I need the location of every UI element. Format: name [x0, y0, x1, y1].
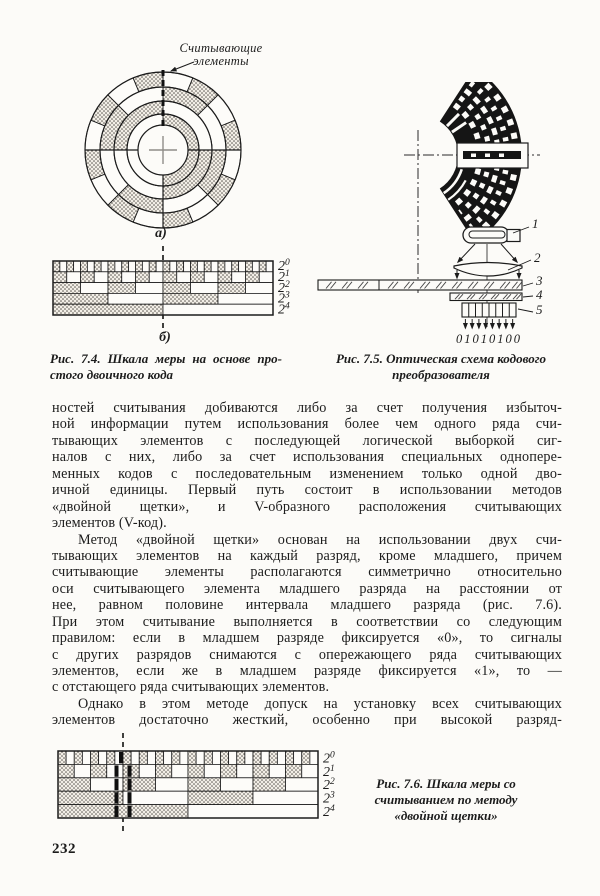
scale-cell [218, 272, 232, 283]
scale-cell [172, 764, 188, 777]
scale-cell [58, 805, 188, 818]
scale-cell [163, 293, 218, 304]
scale-cell [53, 283, 81, 294]
scale-cell [218, 283, 246, 294]
scale-cell [156, 751, 164, 764]
row-label: $2^4$ [323, 803, 335, 820]
fig75-caption-line1: Рис. 7.5. Оптическая схема кодового [335, 351, 547, 366]
scale-cell [302, 751, 310, 764]
scale-cell [131, 751, 139, 764]
scale-cell [139, 751, 147, 764]
fig75-optical-scheme-diagram [300, 82, 590, 350]
fig74-top-label-line1: Считывающие [179, 41, 263, 55]
scale-cell [286, 778, 319, 791]
scale-cell [94, 261, 101, 272]
text-line: ной информации путем использования более чем одного ряда счи- [52, 416, 562, 433]
scale-cell [221, 764, 237, 777]
fig74-top-label-line2: элементы [193, 54, 249, 68]
scale-cell [180, 751, 188, 764]
scale-cell [253, 791, 318, 804]
row-label: $2^4$ [278, 301, 290, 318]
fig74-caption [50, 351, 282, 382]
scale-cell [74, 764, 90, 777]
scale-cell [245, 751, 253, 764]
scale-cell [188, 778, 221, 791]
scale-cell [136, 283, 164, 294]
scale-cell [286, 751, 294, 764]
text-line: тывающих элементов с последующей логической выборкой сиг- [52, 432, 562, 449]
text-line: тывающих элементов на каждый разряд, кроме младшего, причем [52, 547, 562, 564]
scale-cell [122, 261, 129, 272]
scale-cell [87, 261, 94, 272]
scale-cell [142, 261, 149, 272]
scale-cell [218, 293, 273, 304]
text-line: налов с них, либо за счет использования специальных однопере- [52, 449, 562, 466]
scale-cell [99, 751, 107, 764]
scale-cell [108, 283, 136, 294]
scale-cell [302, 764, 318, 777]
scale-cell [261, 751, 269, 764]
scale-cell [91, 764, 107, 777]
brush-reading-mark [115, 779, 119, 790]
scale-cell [123, 791, 188, 804]
scale-cell [191, 283, 219, 294]
scale-cell [225, 261, 232, 272]
scale-cell [204, 751, 212, 764]
scale-cell [107, 751, 115, 764]
row-label: $2^1$ [278, 268, 290, 285]
scale-cell [53, 304, 163, 315]
scale-cell [156, 261, 163, 272]
scale-cell [204, 272, 218, 283]
scale-cell [211, 261, 218, 272]
scale-cell [232, 272, 246, 283]
scale-cell [101, 261, 108, 272]
fig76-caption-line2: считыванием по методу [374, 792, 518, 807]
scale-cell [196, 751, 204, 764]
scale-cell [204, 764, 220, 777]
scale-cell [58, 764, 74, 777]
text-line: При этом считывание выполняется в соответствии со следующим [52, 613, 562, 630]
body-text [52, 400, 562, 729]
fig75-caption-line2: преобразователя [392, 366, 490, 382]
row-label: $2^3$ [278, 290, 290, 307]
scale-cell [82, 751, 90, 764]
leader-line-4 [523, 296, 533, 297]
row-label: $2^2$ [278, 279, 290, 296]
scale-cell [156, 764, 172, 777]
scale-cell [108, 261, 115, 272]
scale-cell [266, 261, 273, 272]
light-ray-right [501, 244, 517, 262]
fig76-caption [358, 776, 534, 824]
scale-cell [212, 751, 220, 764]
fig76-caption-line1: Рис. 7.6. Шкала меры со [376, 776, 516, 791]
text-line: Однако в этом методе допуск на установку всех считывающих [78, 695, 562, 712]
scale-cell [221, 751, 229, 764]
row-label: $2^3$ [323, 790, 335, 807]
text-line: Метод «двойной щетки» основан на использовании двух счи- [78, 531, 562, 548]
scale-cell [237, 764, 253, 777]
brush-reading-mark [115, 765, 119, 776]
scale-cell [229, 751, 237, 764]
scale-cell [53, 261, 60, 272]
part-label-1: 1 [532, 216, 539, 231]
text-line: ичной единицы. Первый путь состоит в использовании методов [52, 482, 562, 499]
scale-cell [191, 261, 198, 272]
text-line: правилом: если в младшем разряде фиксируется «0», то сигналы [52, 630, 562, 647]
scale-cell [269, 751, 277, 764]
scale-cell [67, 261, 74, 272]
label-arrow [171, 62, 194, 71]
scale-cell [81, 261, 88, 272]
scale-cell [60, 261, 67, 272]
scale-cell [74, 751, 82, 764]
scale-cell [188, 805, 318, 818]
scale-cell [294, 751, 302, 764]
scale-cell [188, 764, 204, 777]
scale-cell [108, 272, 122, 283]
scale-cell [170, 261, 177, 272]
scale-cell [67, 272, 81, 283]
text-line: оси считывающего элемента младшего разряда на расстоянии от [52, 580, 562, 597]
scale-cell [246, 283, 274, 294]
text-line: «двойной щетки», и V-образного расположения считывающих [52, 498, 562, 515]
scale-cell [53, 272, 67, 283]
scale-cell [129, 261, 136, 272]
scale-cell [58, 778, 91, 791]
scale-cell [94, 272, 108, 283]
row-label: $2^2$ [323, 777, 335, 794]
scale-cell [253, 764, 269, 777]
fig76-caption-line3: «двойной щетки» [394, 808, 498, 823]
fig74-coded-disc-diagram [75, 58, 255, 238]
brush-reading-mark [128, 792, 132, 803]
text-line: с отстающего ряда считывающих элементов. [52, 679, 330, 696]
fig76-double-brush-scale-diagram [55, 733, 355, 837]
text-line: элементов, если же в младшем разряде фиксируется «1», то — [52, 663, 562, 679]
scale-cell [163, 261, 170, 272]
scale-cell [253, 778, 286, 791]
brush-reading-mark [128, 765, 132, 776]
brush-reading-mark [115, 806, 119, 817]
scale-cell [172, 751, 180, 764]
scale-cell [149, 272, 163, 283]
scale-cell [237, 751, 245, 764]
text-line: считывающие элементы располагаются симметрично относительно [52, 564, 562, 581]
output-bits-text: 01010100 [456, 332, 522, 346]
scale-cell [191, 272, 205, 283]
scale-cell [123, 751, 131, 764]
scale-cell [177, 272, 191, 283]
scale-cell [91, 751, 99, 764]
scale-cell [81, 272, 95, 283]
row-label: $2^0$ [278, 258, 290, 275]
scale-cell [246, 272, 260, 283]
scale-cell [232, 261, 239, 272]
condenser-lens [454, 263, 522, 277]
scale-cell [164, 751, 172, 764]
scale-cell [188, 791, 253, 804]
row-label: $2^1$ [323, 763, 335, 780]
scale-cell [136, 261, 143, 272]
scale-cell [188, 751, 196, 764]
scale-cell [81, 283, 109, 294]
scale-cell [218, 261, 225, 272]
part-label-5: 5 [536, 302, 543, 317]
scale-cell [139, 764, 155, 777]
scale-cell [74, 261, 81, 272]
scale-cell [122, 272, 136, 283]
scale-cell [53, 293, 108, 304]
scale-cell [177, 261, 184, 272]
brush-reading-mark [128, 806, 132, 817]
light-ray-left [458, 244, 475, 262]
scale-cell [259, 272, 273, 283]
text-line: элементов достаточно жесткий, особенно при высокой разряд- [52, 712, 562, 729]
scale-cell [246, 261, 253, 272]
scale-cell [58, 791, 123, 804]
scale-cell [163, 272, 177, 283]
page-number: 232 [52, 841, 76, 857]
scale-cell [221, 778, 254, 791]
scale-cell [163, 304, 273, 315]
reading-slit-plate [457, 143, 528, 168]
scale-cell [108, 293, 163, 304]
scale-cell [204, 261, 211, 272]
text-line: элементов (V-код). [52, 515, 167, 532]
scale-cell [156, 778, 189, 791]
scale-cell [66, 751, 74, 764]
text-line: нее, равном половине интервала младшего разряда (рис. 7.6). [52, 597, 562, 614]
row-label: $2^0$ [323, 750, 335, 767]
scale-cell [58, 751, 66, 764]
part-label-3: 3 [536, 273, 543, 288]
fig75-caption [316, 351, 566, 382]
fig74-part-b-label: б) [159, 330, 171, 345]
photodetector-row [462, 303, 516, 317]
scale-cell [253, 751, 261, 764]
scale-cell [149, 261, 156, 272]
scale-cell [163, 283, 191, 294]
brush-reading-mark [119, 752, 123, 763]
text-line: с других разрядов снимаются с опережающего ряда считывающих [52, 646, 562, 663]
text-line: менных кодов с последовательным изменением только одной дво- [52, 465, 562, 482]
lamp [463, 227, 520, 243]
text-line: ностей считывания добиваются либо за счет получения избыточ- [52, 400, 562, 416]
brush-reading-mark [128, 779, 132, 790]
scale-cell [310, 751, 318, 764]
scale-cell [197, 261, 204, 272]
scale-cell [239, 261, 246, 272]
part-label-2: 2 [534, 250, 541, 265]
scale-cell [286, 764, 302, 777]
fig74-caption-line1: Рис. 7.4. Шкала меры на основе про- [50, 351, 282, 366]
scale-cell [269, 764, 285, 777]
scale-cell [259, 261, 266, 272]
scale-cell [252, 261, 259, 272]
scale-cell [136, 272, 150, 283]
scale-cell [147, 751, 155, 764]
fig74-part-a-label: а) [155, 226, 167, 241]
fig74-caption-line2: стого двоичного кода [50, 366, 174, 382]
scale-cell [184, 261, 191, 272]
leader-line-3 [523, 283, 533, 286]
leader-line-5 [518, 309, 533, 312]
fig74-binary-scale-diagram [50, 246, 310, 350]
brush-reading-mark [115, 792, 119, 803]
part-label-4: 4 [536, 287, 543, 302]
scale-cell [115, 261, 122, 272]
scale-cell [277, 751, 285, 764]
